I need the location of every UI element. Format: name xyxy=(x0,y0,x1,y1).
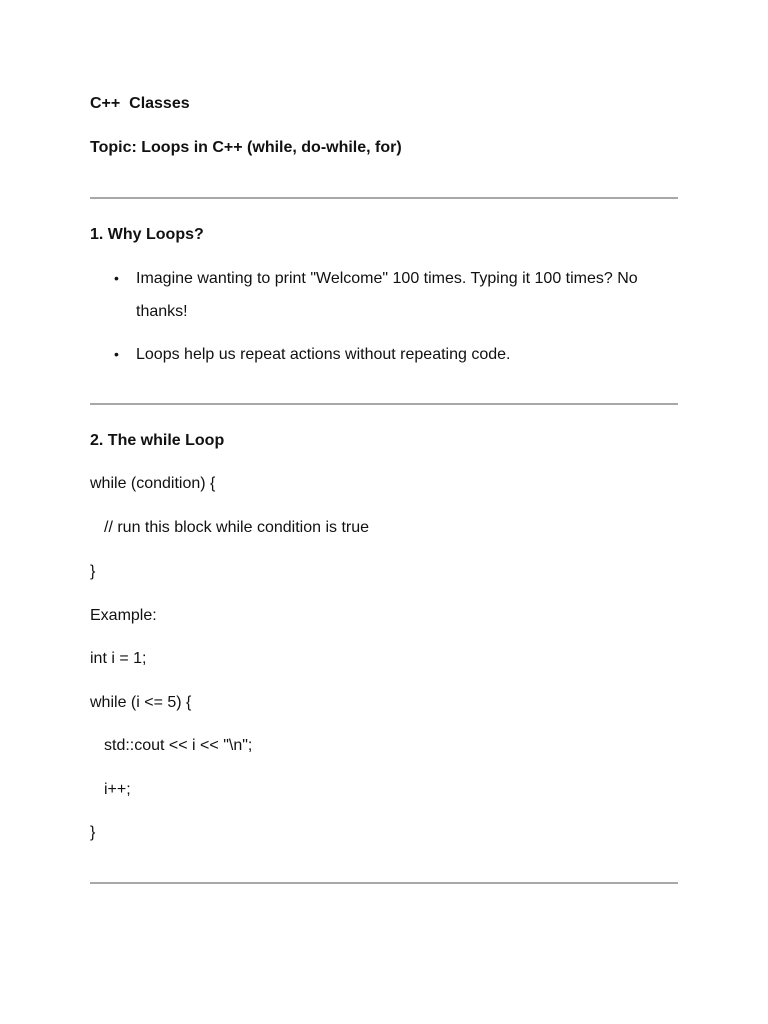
bullet-item: Loops help us repeat actions without repeating code. xyxy=(136,346,511,363)
bullet-marker: • xyxy=(114,270,119,286)
bullet-item: Imagine wanting to print "Welcome" 100 times. Typing it 100 times? No thanks! xyxy=(136,270,638,320)
horizontal-rule xyxy=(90,882,678,884)
code-line: i++; xyxy=(104,781,131,798)
code-line: std::cout << i << "\n"; xyxy=(104,737,253,754)
example-label: Example: xyxy=(90,607,157,624)
document-title: C++ Classes xyxy=(90,95,190,112)
section-heading-while-loop: 2. The while Loop xyxy=(90,432,225,449)
code-line: int i = 1; xyxy=(90,650,147,667)
code-line: } xyxy=(90,824,96,841)
code-line: } xyxy=(90,563,96,580)
code-line: while (i <= 5) { xyxy=(90,694,192,711)
code-line: while (condition) { xyxy=(90,475,216,492)
bullet-marker: • xyxy=(114,346,119,362)
section-heading-why-loops: 1. Why Loops? xyxy=(90,226,204,243)
code-line: // run this block while condition is true xyxy=(104,519,370,536)
horizontal-rule xyxy=(90,197,678,199)
horizontal-rule xyxy=(90,403,678,405)
topic-line: Topic: Loops in C++ (while, do-while, for) xyxy=(90,139,402,156)
